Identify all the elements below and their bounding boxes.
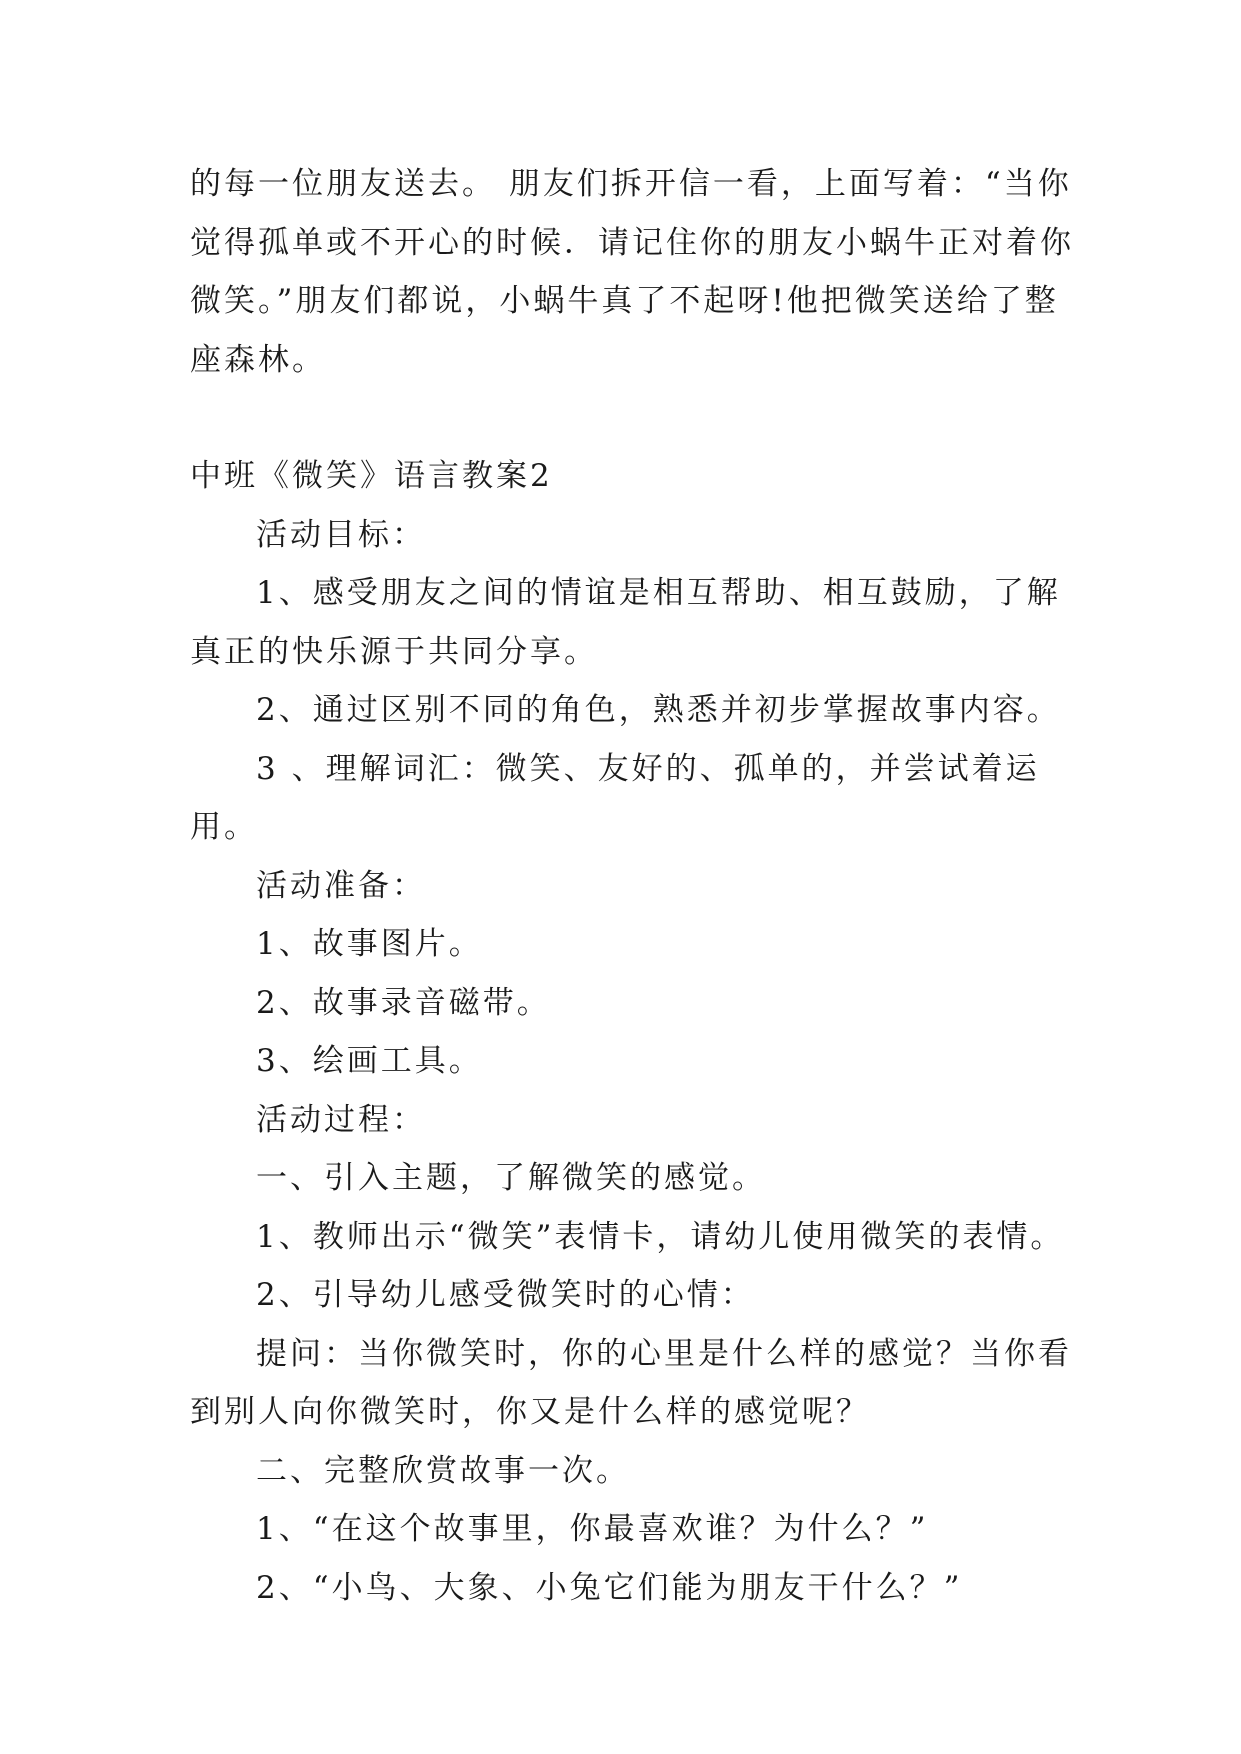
section-title: 中班《微笑》语言教案2 bbox=[190, 458, 553, 494]
preparation-item: 2、故事录音磁带。 bbox=[256, 984, 551, 1021]
preparation-item: 3、绘画工具。 bbox=[256, 1043, 483, 1079]
preparation-heading: 活动准备： bbox=[256, 867, 426, 904]
objective-item: 1、感受朋友之间的情谊是相互帮助、相互鼓励，了解真正的快乐源于共同分享。 bbox=[190, 575, 1061, 670]
objectives-heading: 活动目标： bbox=[256, 516, 426, 553]
step-heading: 二、完整欣赏故事一次。 bbox=[256, 1452, 630, 1489]
process-heading: 活动过程： bbox=[256, 1101, 426, 1138]
step-item: 2、“小鸟、大象、小兔它们能为朋友干什么？” bbox=[256, 1569, 963, 1606]
preparation-item: 1、故事图片。 bbox=[256, 926, 483, 962]
step-item: 2、引导幼儿感受微笑时的心情： bbox=[256, 1277, 755, 1313]
objective-item: 2、通过区别不同的角色，熟悉并初步掌握故事内容。 bbox=[256, 692, 1061, 728]
step-item: 1、“在这个故事里，你最喜欢谁？为什么？” bbox=[256, 1511, 929, 1547]
continuation-paragraph: 的每一位朋友送去。 朋友们拆开信一看，上面写着：“当你觉得孤单或不开心的时候．请记住你的朋友小蜗牛正对着你微笑。”朋友们都说，小蜗牛真了不起呀!他把微笑送给了整座森林。 bbox=[190, 166, 1074, 378]
step-item: 1、教师出示“微笑”表情卡，请幼儿使用微笑的表情。 bbox=[256, 1218, 1065, 1255]
objective-item: 3 、理解词汇：微笑、友好的、孤单的，并尝试着运用。 bbox=[190, 750, 1040, 845]
step-heading: 一、引入主题，了解微笑的感觉。 bbox=[256, 1160, 766, 1196]
document-body bbox=[190, 155, 1090, 1617]
step-item: 提问：当你微笑时，你的心里是什么样的感觉？当你看到别人向你微笑时，你又是什么样的感觉呢？ bbox=[190, 1335, 1072, 1430]
